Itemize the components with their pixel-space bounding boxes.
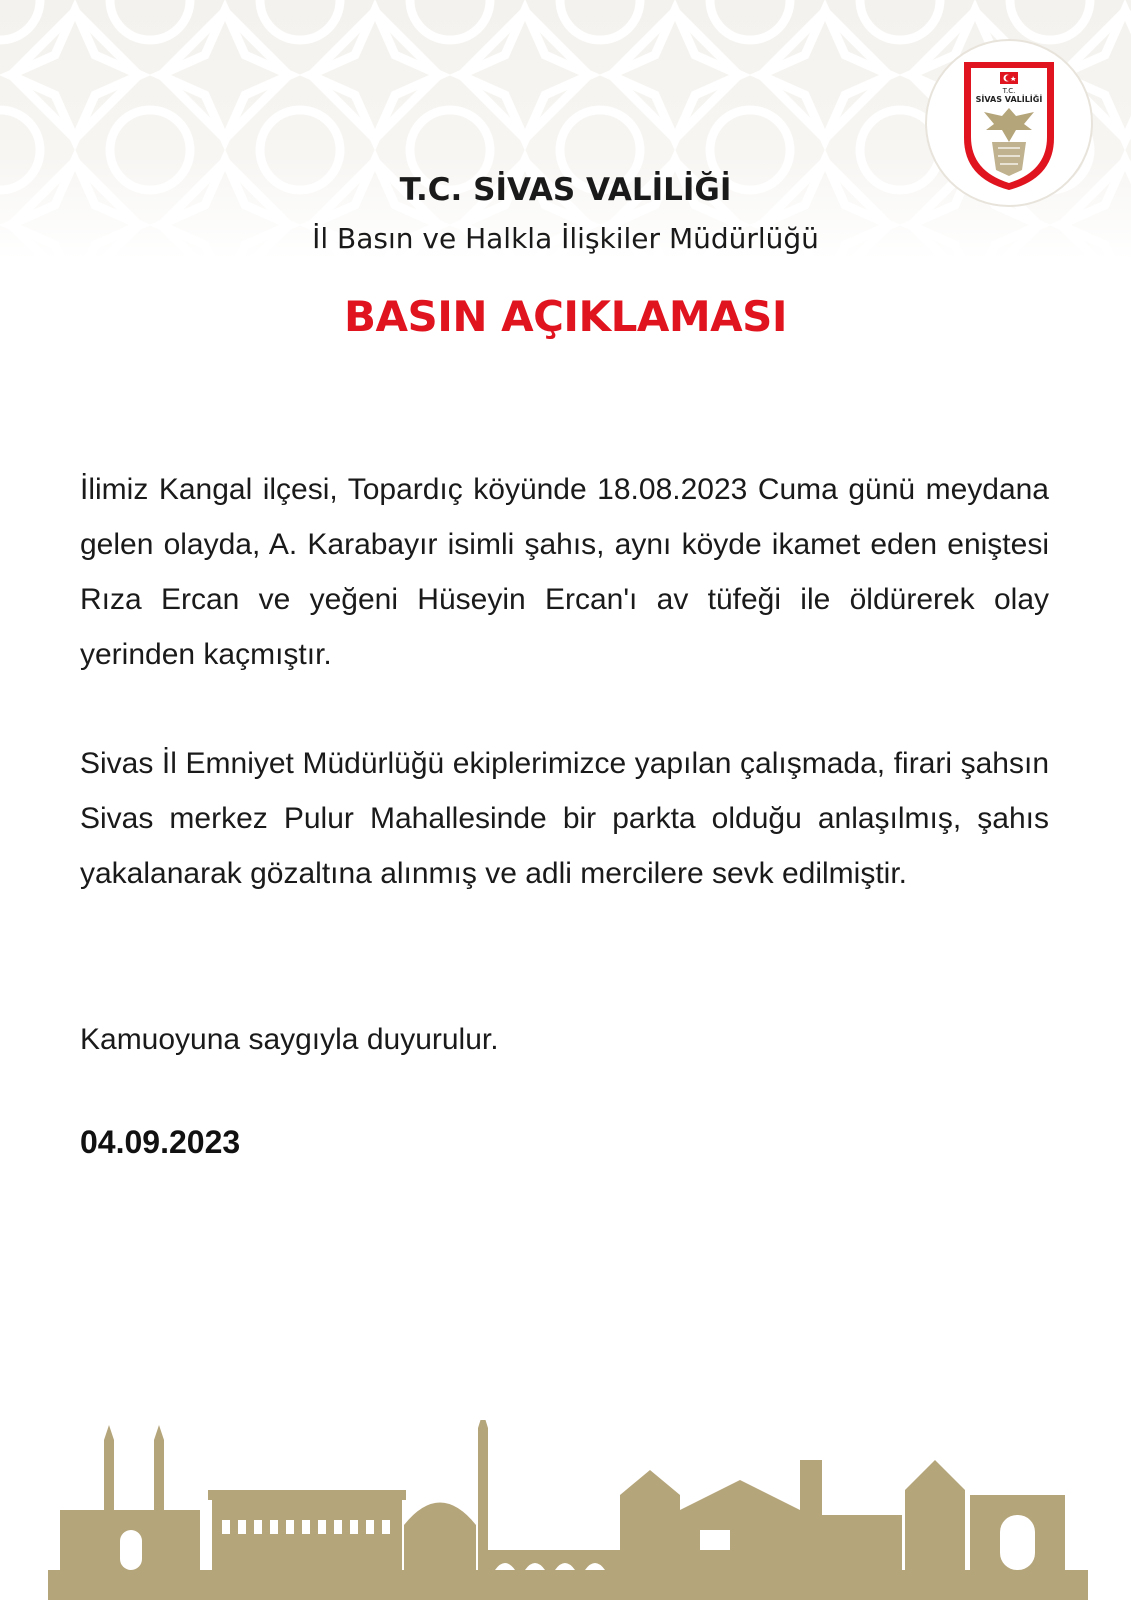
seal-text-top: T.C. [1002,87,1016,95]
city-skyline-illustration [0,1420,1131,1600]
paragraph-incident: İlimiz Kangal ilçesi, Topardıç köyünde 18.08.2023 Cuma günü meydana gelen olayda, A. Karabayır isimli şahıs, aynı köyde ikamet eden eniştesi Rıza Ercan ve yeğeni Hüseyin Ercan'ı av tüfeği ile öldürerek olay yerinden kaçmıştır. [80,473,1049,671]
department-subtitle: İl Basın ve Halkla İlişkiler Müdürlüğü [312,222,819,255]
press-release-title: BASIN AÇIKLAMASI [343,292,788,341]
seal-text-main: SİVAS VALİLİĞİ [975,95,1043,104]
release-date: 04.09.2023 [80,1124,241,1160]
paragraph-closing: Kamuoyuna saygıyla duyurulur. [80,1023,499,1056]
institution-title: T.C. SİVAS VALİLİĞİ [399,172,732,208]
paragraph-arrest: Sivas İl Emniyet Müdürlüğü ekiplerimizce yapılan çalışmada, firari şahsın Sivas merkez Pulur Mahallesinde bir parkta olduğu anlaşılmış, şahıs yakalanarak gözaltına alınmış ve adli mercilere sevk edilmiştir. [80,747,1049,890]
